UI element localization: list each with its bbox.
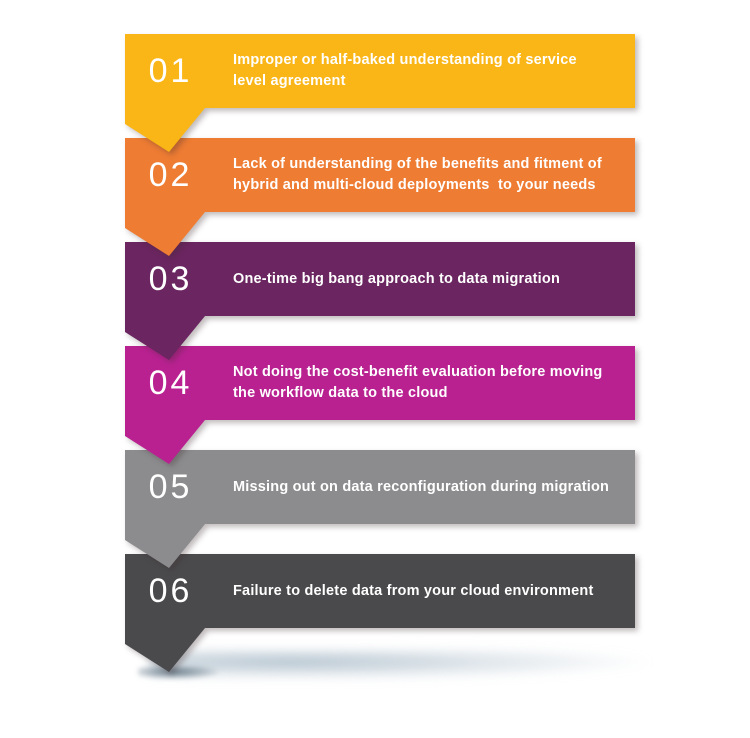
item-text-line: One-time big bang approach to data migration	[233, 270, 561, 287]
item-text-line: level agreement	[233, 73, 346, 89]
item-text-line: Not doing the cost-benefit evaluation before moving	[233, 364, 603, 380]
item-text-line: hybrid and multi-cloud deployments to your needs	[233, 177, 596, 193]
item-number: 03	[148, 259, 193, 298]
item-number: 06	[148, 571, 193, 610]
item-number: 05	[148, 467, 193, 506]
mistake-item-1	[125, 34, 635, 158]
item-text-line: Improper or half-baked understanding of service	[233, 52, 577, 68]
item-number: 01	[148, 51, 193, 90]
item-text	[233, 34, 633, 108]
item-text-line: Missing out on data reconfiguration during migration	[233, 478, 610, 495]
item-text-line: Lack of understanding of the benefits and fitment of	[233, 156, 602, 172]
item-text-line: the workflow data to the cloud	[233, 385, 448, 401]
item-number: 02	[148, 155, 193, 194]
item-number: 04	[148, 363, 193, 402]
item-text-line: Failure to delete data from your cloud environment	[233, 582, 594, 599]
